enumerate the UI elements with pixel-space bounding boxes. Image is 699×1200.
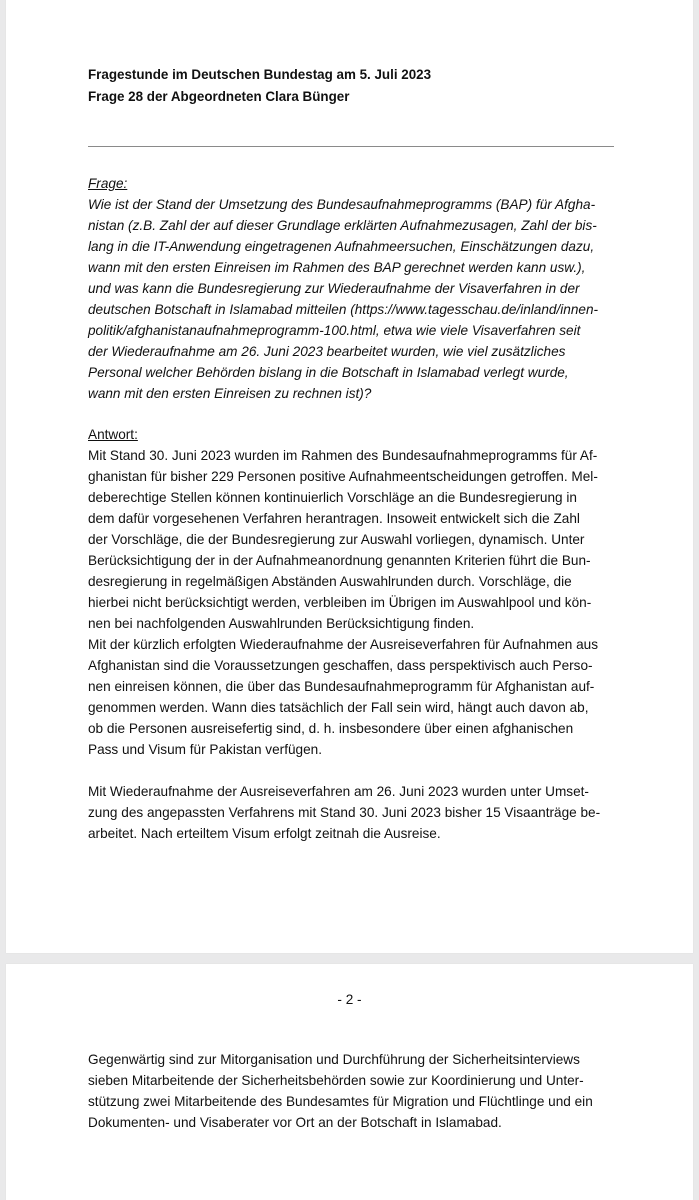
question-line: Wie ist der Stand der Umsetzung des Bundesaufnahmeprogramms (BAP) für Afgha-	[88, 197, 596, 212]
question-line: politik/afghanistanaufnahmeprogramm-100.html, etwa wie viele Visaverfahren seit	[88, 323, 581, 338]
answer-line: ghanistan für bisher 229 Personen positive Aufnahmeentscheidungen getroffen. Mel-	[88, 469, 598, 484]
answer-line: zung des angepassten Verfahrens mit Stand 30. Juni 2023 bisher 15 Visaanträge be-	[88, 805, 601, 820]
answer-line: Mit Stand 30. Juni 2023 wurden im Rahmen des Bundesaufnahmeprogramms für Af-	[88, 448, 598, 463]
question-label: Frage:	[88, 176, 128, 191]
answer-line: Pass und Visum für Pakistan verfügen.	[88, 742, 322, 757]
answer-line: ob die Personen ausreisefertig sind, d. h. insbesondere über einen afghanischen	[88, 721, 574, 736]
document-header	[88, 64, 431, 108]
header-divider	[88, 146, 614, 147]
answer-label: Antwort:	[88, 427, 138, 442]
page-number: - 2 -	[337, 992, 362, 1007]
question-line: und was kann die Bundesregierung zur Wiederaufnahme der Visaverfahren in der	[88, 281, 580, 296]
document-page-1	[6, 0, 693, 953]
question-line: deutschen Botschaft in Islamabad mitteilen (https://www.tagesschau.de/inland/innen-	[88, 302, 599, 317]
header-title: Fragestunde im Deutschen Bundestag am 5. Juli 2023	[88, 67, 432, 82]
answer-line: nen bei nachfolgenden Auswahlrunden Berücksichtigung finden.	[88, 616, 475, 631]
answer-line: der Vorschläge, die der Bundesregierung zur Auswahl vorliegen, dynamisch. Unter	[88, 532, 585, 547]
answer-line: deberechtige Stellen können kontinuierlich Vorschläge an die Bundesregierung in	[88, 490, 577, 505]
question-line: lang in die IT-Anwendung eingetragenen Aufnahmeersuchen, Einschätzungen dazu,	[88, 239, 595, 254]
answer-line: hierbei nicht berücksichtigt werden, verbleiben im Übrigen im Auswahlpool und kön-	[88, 595, 592, 610]
answer-line: desregierung in regelmäßigen Abständen Auswahlrunden durch. Vorschläge, die	[88, 574, 572, 589]
paragraph-gap	[88, 760, 628, 781]
answer-line: dem dafür vorgesehenen Verfahren herantragen. Insoweit entwickelt sich die Zahl	[88, 511, 580, 526]
page2-paragraph	[88, 1049, 628, 1133]
question-section	[88, 173, 628, 404]
page2-line: stützung zwei Mitarbeitende des Bundesamtes für Migration und Flüchtlinge und ein	[88, 1094, 593, 1109]
document-page-2	[6, 964, 693, 1200]
page2-line: Dokumenten- und Visaberater vor Ort an der Botschaft in Islamabad.	[88, 1115, 502, 1130]
answer-line: Mit der kürzlich erfolgten Wiederaufnahme der Ausreiseverfahren für Aufnahmen aus	[88, 637, 599, 652]
header-subtitle: Frage 28 der Abgeordneten Clara Bünger	[88, 89, 350, 104]
answer-line: Afghanistan sind die Voraussetzungen geschaffen, dass perspektivisch auch Perso-	[88, 658, 593, 673]
answer-section	[88, 424, 628, 844]
question-line: wann mit den ersten Einreisen im Rahmen des BAP gerechnet werden kann usw.),	[88, 260, 586, 275]
page2-line: sieben Mitarbeitende der Sicherheitsbehörden sowie zur Koordinierung und Unter-	[88, 1073, 584, 1088]
question-line: nistan (z.B. Zahl der auf dieser Grundlage erklärten Aufnahmezusagen, Zahl der bis-	[88, 218, 597, 233]
question-line: der Wiederaufnahme am 26. Juni 2023 bearbeitet wurden, wie viel zusätzliches	[88, 344, 566, 359]
answer-line: Mit Wiederaufnahme der Ausreiseverfahren am 26. Juni 2023 wurden unter Umset-	[88, 784, 589, 799]
answer-line: arbeitet. Nach erteiltem Visum erfolgt zeitnah die Ausreise.	[88, 826, 441, 841]
answer-line: Berücksichtigung der in der Aufnahmeanordnung genannten Kriterien führt die Bun-	[88, 553, 591, 568]
question-line: Personal welcher Behörden bislang in die Botschaft in Islamabad verlegt wurde,	[88, 365, 569, 380]
answer-line: genommen werden. Wann dies tatsächlich der Fall sein wird, hängt auch davon ab,	[88, 700, 589, 715]
question-line: wann mit den ersten Einreisen zu rechnen ist)?	[88, 386, 372, 401]
page2-line: Gegenwärtig sind zur Mitorganisation und Durchführung der Sicherheitsinterviews	[88, 1052, 580, 1067]
answer-line: nen einreisen können, die über das Bundesaufnahmeprogramm für Afghanistan auf-	[88, 679, 595, 694]
